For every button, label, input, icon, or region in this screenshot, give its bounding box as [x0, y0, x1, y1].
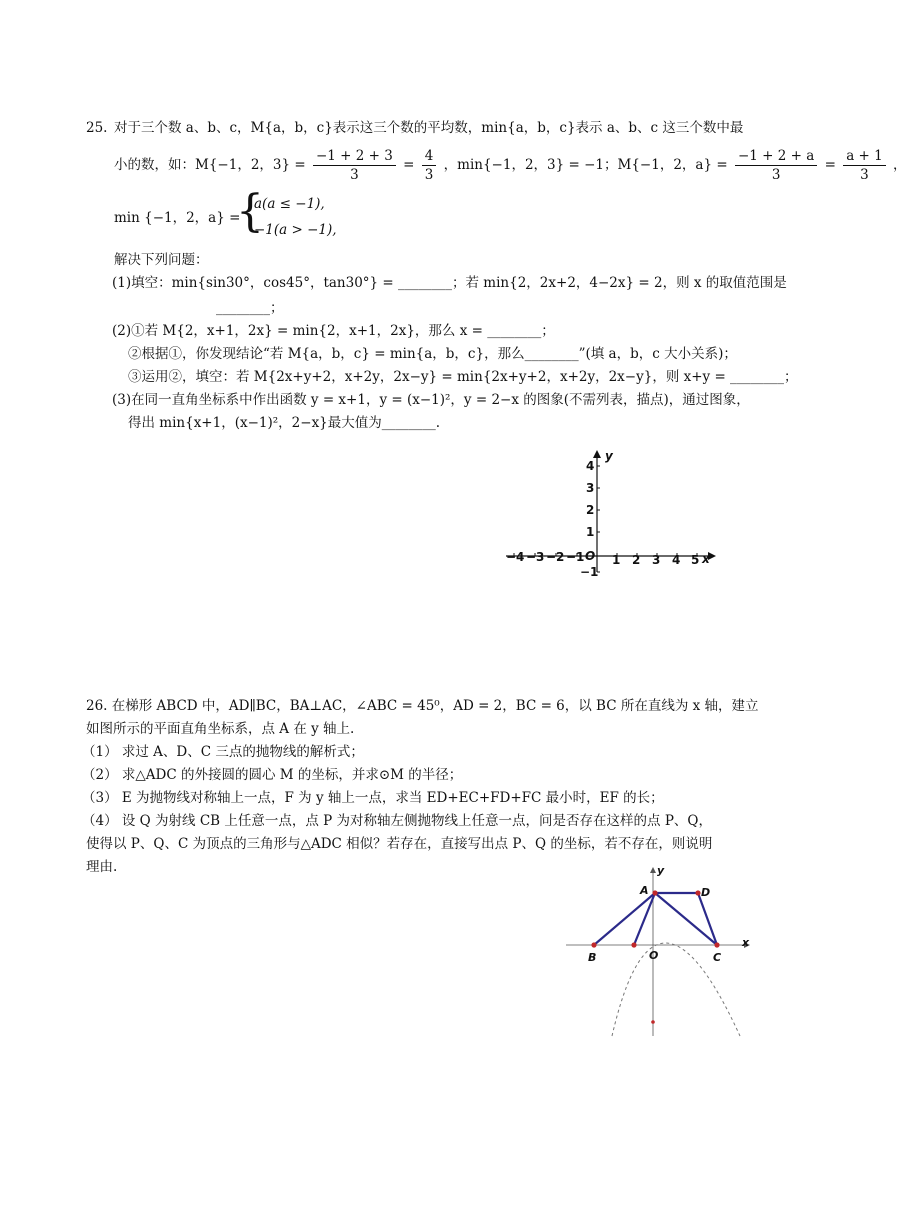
label-o: O — [649, 949, 659, 962]
q26-sub4-line2: 使得以 P、Q、C 为顶点的三角形与△ADC 相似？若存在，直接写出点 P、Q 的坐标，若不存在，则说明 — [86, 836, 713, 852]
y-axis-arrow — [593, 450, 601, 458]
q26-sub4-line1: （4） 设 Q 为射线 CB 上任意一点，点 P 为对称轴左侧抛物线上任意一点，问是否存在这样的点 P、Q， — [82, 813, 712, 829]
q25-fraction-2-den: 3 — [424, 167, 434, 183]
y-tick-4: 4 — [586, 459, 595, 473]
q25-equals-2: = — [824, 157, 836, 173]
q25-coordinate-axes — [500, 446, 720, 586]
q26-trapezoid-figure — [562, 860, 762, 1050]
q25-fraction-3 — [735, 147, 817, 184]
q25-example-text-a: 小的数，如：M{−1，2，3} = — [114, 157, 306, 173]
q25-part3-line1: (3)在同一直角坐标系中作出函数 y = x+1，y = (x−1)²，y = 2−x 的图象(不需列表，描点)，通过图象， — [112, 392, 750, 408]
q25-number: 25. — [86, 120, 108, 136]
q25-solve-heading: 解决下列问题： — [114, 252, 209, 268]
q25-part1-line1: (1)填空：min{sin30°，cos45°，tan30°} = ________；若 min{2，2x+2，4−2x} = 2，则 x 的取值范围是 — [112, 275, 787, 291]
q25-case-2: −1(a > −1), — [254, 222, 337, 238]
point-b — [591, 942, 596, 947]
x-tick-neg4: −4 — [506, 550, 525, 564]
y-tick-neg1: −1 — [580, 565, 599, 579]
y-axis-label: y — [605, 449, 613, 463]
q26-line2: 如图所示的平面直角坐标系，点 A 在 y 轴上. — [86, 721, 355, 737]
label-b: B — [588, 951, 597, 964]
q25-example-end: ， — [893, 157, 907, 173]
label-d: D — [701, 886, 711, 899]
q25-fraction-1 — [313, 147, 396, 184]
q25-equals-1: = — [403, 157, 415, 173]
point-a — [652, 890, 657, 895]
q25-example-text-b: ，min{−1，2，3} = −1；M{−1，2，a} = — [443, 157, 728, 173]
q26-sub4-line3: 理由. — [86, 859, 118, 875]
q26-sub1: （1） 求过 A、D、C 三点的抛物线的解析式； — [82, 744, 364, 760]
q25-case-1: a(a ≤ −1), — [254, 196, 325, 212]
point-c — [714, 942, 719, 947]
point-vertex-foot — [631, 942, 636, 947]
label-c: C — [713, 951, 722, 964]
q25-fraction-2 — [422, 147, 437, 184]
q25-part3-line2: 得出 min{x+1，(x−1)²，2−x}最大值为________. — [128, 415, 441, 431]
q25-min-label: min {−1，2，a} = — [114, 210, 241, 226]
q25-intro: 对于三个数 a、b、c，M{a，b，c}表示这三个数的平均数，min{a，b，c}表示 a、b、c 这三个数中最 — [114, 120, 744, 136]
q25-fraction-4-num: a + 1 — [843, 147, 886, 166]
q25-piecewise-brace: { — [236, 186, 264, 237]
origin-label: O — [585, 549, 596, 563]
q26-sub2: （2） 求△ADC 的外接圆的圆心 M 的坐标，并求⊙M 的半径； — [82, 767, 463, 783]
q25-fraction-3-den: 3 — [771, 167, 781, 183]
y-tick-2: 2 — [586, 503, 595, 517]
figure-x-label: x — [742, 936, 750, 949]
x-tick-5: 5 — [691, 553, 700, 567]
point-y-lower — [651, 1020, 655, 1024]
q26-sub3: （3） E 为抛物线对称轴上一点，F 为 y 轴上一点，求当 ED+EC+FD+FC 最小时，EF 的长； — [82, 790, 664, 806]
y-tick-3: 3 — [586, 481, 595, 495]
x-tick-4: 4 — [672, 553, 681, 567]
figure-y-label: y — [657, 864, 665, 877]
trapezoid-shape — [594, 893, 717, 945]
x-tick-neg3: −3 — [526, 550, 545, 564]
x-tick-1: 1 — [612, 553, 621, 567]
figure-y-axis-arrow — [650, 867, 656, 873]
q25-part2-line3: ③运用②，填空：若 M{2x+y+2，x+2y，2x−y} = min{2x+y+2，x+2y，2x−y}，则 x+y = ________； — [128, 369, 798, 385]
q25-part1-line2: ________； — [216, 300, 284, 316]
x-axis-label: x — [702, 552, 710, 566]
x-tick-2: 2 — [632, 553, 641, 567]
q25-fraction-1-num: −1 + 2 + 3 — [313, 147, 396, 166]
q25-fraction-3-num: −1 + 2 + a — [735, 147, 817, 166]
q26-line1: 26. 在梯形 ABCD 中，AD∥BC，BA⊥AC，∠ABC = 45⁰，AD = 2，BC = 6，以 BC 所在直线为 x 轴，建立 — [86, 698, 759, 714]
x-tick-neg1: −1 — [566, 550, 585, 564]
q25-part2-line1: (2)①若 M{2，x+1，2x} = min{2，x+1，2x}，那么 x = ________； — [112, 323, 555, 339]
label-a: A — [640, 884, 649, 897]
x-tick-neg2: −2 — [546, 550, 565, 564]
q25-fraction-2-num: 4 — [422, 147, 437, 166]
q25-example-line — [114, 142, 907, 188]
q25-fraction-4-den: 3 — [860, 167, 869, 183]
q25-fraction-4 — [843, 147, 886, 184]
q25-part2-line2: ②根据①，你发现结论“若 M{a，b，c} = min{a，b，c}，那么________”(填 a，b，c 大小关系)； — [128, 346, 737, 362]
q25-fraction-1-den: 3 — [350, 167, 359, 183]
point-d — [695, 890, 700, 895]
x-tick-3: 3 — [652, 553, 661, 567]
y-tick-1: 1 — [586, 525, 595, 539]
